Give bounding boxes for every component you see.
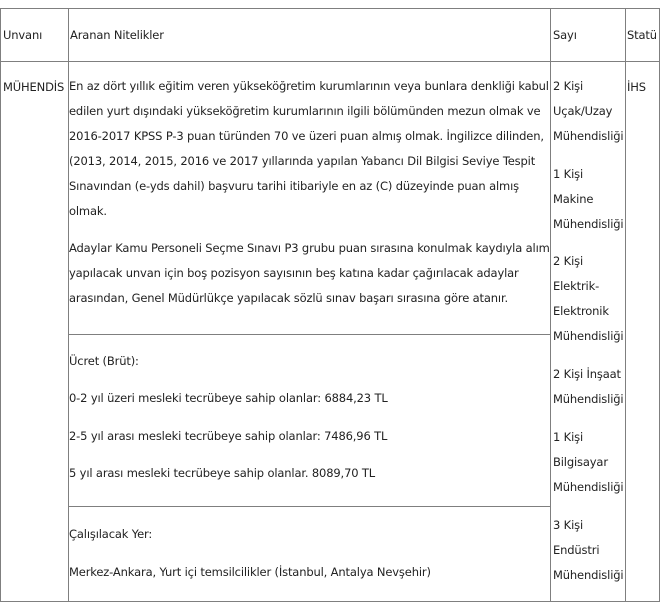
header-statu: Statü [627,28,657,42]
count-list [553,513,623,588]
count-line: Endüstri [553,543,600,557]
wage-item: 0-2 yıl üzeri mesleki tecrübeye sahip olanlar: 6884,23 TL [69,391,388,405]
count-line: 3 Kişi [553,518,583,532]
selection-paragraph [69,236,550,311]
wage-title: Ücret (Brüt): [69,354,139,368]
count-line: Bilgisayar [553,455,608,469]
count-line: Mühendisliği [553,329,624,343]
header-divider [0,61,660,62]
count-list [553,425,623,500]
count-line: Makine [553,192,594,206]
statu-cell: İHS [627,80,646,94]
count-line: 1 Kişi [553,430,583,444]
table-border-left [0,8,1,602]
count-line: 2 Kişi [553,79,583,93]
selection-line: yapılacak unvan için boş pozisyon sayısının beş katına kadar çağırılacak adaylar [69,266,519,280]
count-line: 2 Kişi İnşaat [553,367,621,381]
count-list [553,362,623,412]
wage-item: 5 yıl arası mesleki tecrübeye sahip olanlar. 8089,70 TL [69,466,376,480]
header-sayi: Sayı [553,28,577,42]
count-list [553,162,623,237]
count-line: Elektronik [553,304,609,318]
selection-line: Adaylar Kamu Personeli Seçme Sınavı P3 grubu puan sırasına konulmak kaydıyla alım [69,241,550,255]
qualification-line: Sınavından (e-yds dahil) başvuru tarihi itibariyle en az (C) düzeyinde puan almış [69,179,519,193]
qualification-line: (2013, 2014, 2015, 2016 ve 2017 yıllarında yapılan Yabancı Dil Bilgisi Seviye Tespit [69,154,536,168]
table-border-top [0,8,660,9]
column-divider-3 [625,8,626,602]
count-line: 1 Kişi [553,167,583,181]
count-line: Elektrik- [553,279,600,293]
table-border-bottom [0,601,660,602]
section-divider-1 [68,334,550,335]
qualification-line: En az dört yıllık eğitim veren yükseköğretim kurumlarının veya bunlara denkliği kabul [69,79,549,93]
selection-line: arasından, Genel Müdürlükçe yapılacak sözlü sınav başarı sırasına göre atanır. [69,291,508,305]
count-list [553,249,623,349]
count-line: Mühendisliği [553,480,624,494]
count-line: Uçak/Uzay [553,104,613,118]
column-divider-2 [550,8,551,602]
location-title: Çalışılacak Yer: [69,527,153,541]
count-line: Mühendisliği [553,568,624,582]
qualification-line: olmak. [69,204,107,218]
qualification-line: 2016-2017 KPSS P-3 puan türünden 70 ve üzeri puan almış olmak. İngilizce dilinden, [69,129,544,143]
count-list [553,74,623,149]
count-line: Mühendisliği [553,129,624,143]
section-divider-2 [68,506,550,507]
wage-item: 2-5 yıl arası mesleki tecrübeye sahip olanlar: 7486,96 TL [69,429,388,443]
header-nitelikler: Aranan Nitelikler [70,28,164,42]
qualification-line: edilen yurt dışındaki yükseköğretim kurumlarının ilgili bölümünden mezun olmak ve [69,104,541,118]
location-value: Merkez-Ankara, Yurt içi temsilcilikler (İstanbul, Antalya Nevşehir) [69,565,431,579]
qualification-paragraph [69,74,549,224]
header-unvan: Unvanı [3,28,43,42]
count-line: Mühendisliği [553,217,624,231]
unvan-cell: MÜHENDİS [3,80,65,94]
count-line: Mühendisliği [553,392,624,406]
count-line: 2 Kişi [553,254,583,268]
